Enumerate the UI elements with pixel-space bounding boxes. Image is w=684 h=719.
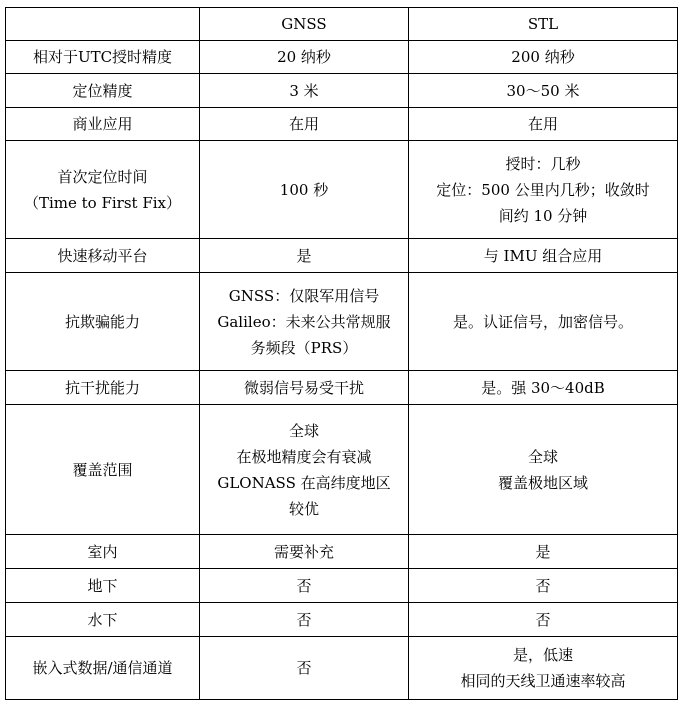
table-row bbox=[6, 141, 678, 239]
stl-value-cell-line: 否 bbox=[535, 576, 551, 595]
table-row bbox=[6, 371, 678, 405]
row-label-cell bbox=[6, 535, 200, 569]
stl-value-cell bbox=[409, 41, 678, 74]
gnss-value-cell bbox=[200, 603, 409, 637]
gnss-value-cell-line: 100 秒 bbox=[279, 180, 329, 199]
gnss-value-cell-line: 务频段（PRS） bbox=[250, 338, 358, 357]
header-cell-empty bbox=[6, 8, 200, 41]
stl-value-cell bbox=[409, 603, 678, 637]
table-row bbox=[6, 273, 678, 371]
table-row bbox=[6, 108, 678, 141]
gnss-value-cell-line: 否 bbox=[296, 576, 312, 595]
row-label-cell-line: 覆盖范围 bbox=[72, 460, 133, 479]
row-label-cell-line: （Time to First Fix） bbox=[23, 193, 182, 212]
row-label-cell bbox=[6, 41, 200, 74]
row-label-cell bbox=[6, 108, 200, 141]
stl-value-cell bbox=[409, 239, 678, 273]
gnss-value-cell bbox=[200, 74, 409, 108]
stl-value-cell bbox=[409, 637, 678, 700]
stl-value-cell bbox=[409, 141, 678, 239]
row-label-cell bbox=[6, 405, 200, 535]
table-row bbox=[6, 74, 678, 108]
gnss-value-cell bbox=[200, 637, 409, 700]
stl-value-cell-line: 与 IMU 组合应用 bbox=[483, 246, 603, 265]
gnss-value-cell-line: 20 纳秒 bbox=[277, 48, 331, 66]
row-label-cell bbox=[6, 74, 200, 108]
stl-value-cell-line: 是，低速 bbox=[512, 646, 573, 664]
gnss-value-cell-line: 全球 bbox=[288, 421, 319, 440]
gnss-value-cell bbox=[200, 108, 409, 141]
stl-value-cell bbox=[409, 405, 678, 535]
row-label-cell bbox=[6, 637, 200, 700]
stl-value-cell-line: 是。认证信号，加密信号。 bbox=[452, 312, 633, 331]
row-label-cell-line: 抗欺骗能力 bbox=[64, 312, 140, 331]
stl-value-cell bbox=[409, 569, 678, 603]
table-row bbox=[6, 535, 678, 569]
stl-value-cell-line: 覆盖极地区域 bbox=[497, 473, 588, 492]
stl-value-cell bbox=[409, 108, 678, 141]
table-row bbox=[6, 603, 678, 637]
row-label-cell-line: 商业应用 bbox=[72, 115, 133, 133]
stl-value-cell-line: 定位：500 公里内几秒；收敛时 bbox=[436, 180, 650, 199]
row-label-cell bbox=[6, 239, 200, 273]
gnss-value-cell bbox=[200, 371, 409, 405]
gnss-value-cell-line: 否 bbox=[296, 610, 312, 629]
table-row bbox=[6, 239, 678, 273]
row-label-cell bbox=[6, 603, 200, 637]
gnss-value-cell bbox=[200, 569, 409, 603]
stl-value-cell-line: 全球 bbox=[527, 447, 558, 466]
gnss-value-cell-line: 需要补充 bbox=[273, 542, 334, 561]
stl-value-cell-line: 30～50 米 bbox=[506, 81, 580, 100]
gnss-value-cell bbox=[200, 535, 409, 569]
gnss-value-cell bbox=[200, 41, 409, 74]
stl-value-cell-line: 否 bbox=[535, 610, 551, 629]
row-label-cell-line: 首次定位时间 bbox=[57, 167, 148, 186]
row-label-cell-line: 抗干扰能力 bbox=[64, 378, 140, 397]
gnss-value-cell-line: 微弱信号易受干扰 bbox=[243, 378, 364, 397]
gnss-value-cell-line: Galileo：未来公共常规服 bbox=[217, 312, 391, 331]
stl-value-cell-line: 间约 10 分钟 bbox=[498, 206, 588, 225]
gnss-value-cell-line: 较优 bbox=[288, 499, 319, 518]
row-label-cell-line: 快速移动平台 bbox=[57, 246, 148, 265]
row-label-cell-line: 室内 bbox=[87, 542, 118, 561]
table-row bbox=[6, 41, 678, 74]
gnss-value-cell bbox=[200, 405, 409, 535]
row-label-cell-line: 定位精度 bbox=[72, 81, 133, 100]
stl-value-cell-line: 是 bbox=[535, 542, 551, 561]
row-label-cell-line: 嵌入式数据/通信通道 bbox=[32, 659, 173, 677]
row-label-cell bbox=[6, 141, 200, 239]
row-label-cell-line: 相对于UTC授时精度 bbox=[32, 48, 173, 66]
gnss-value-cell-line: GNSS：仅限军用信号 bbox=[228, 286, 380, 305]
row-label-cell bbox=[6, 371, 200, 405]
row-label-cell bbox=[6, 569, 200, 603]
comparison-table-container bbox=[5, 7, 678, 700]
stl-value-cell bbox=[409, 74, 678, 108]
row-label-cell-line: 水下 bbox=[87, 610, 118, 629]
gnss-stl-comparison-table bbox=[5, 7, 678, 700]
stl-value-cell-line: 是。强 30～40dB bbox=[481, 378, 605, 397]
gnss-value-cell-line: 在极地精度会有衰减 bbox=[236, 447, 372, 466]
stl-value-cell-line: 200 纳秒 bbox=[511, 48, 575, 66]
stl-value-cell bbox=[409, 371, 678, 405]
stl-value-cell bbox=[409, 273, 678, 371]
stl-value-cell-line: 相同的天线卫通速率较高 bbox=[460, 672, 626, 690]
gnss-value-cell bbox=[200, 141, 409, 239]
table-row bbox=[6, 637, 678, 700]
gnss-value-cell-line: 是 bbox=[296, 246, 312, 265]
header-cell-stl: STL bbox=[409, 8, 678, 41]
row-label-cell bbox=[6, 273, 200, 371]
header-cell-gnss: GNSS bbox=[200, 8, 409, 41]
gnss-value-cell bbox=[200, 273, 409, 371]
stl-value-cell-line: 授时：几秒 bbox=[505, 154, 581, 173]
row-label-cell-line: 地下 bbox=[87, 576, 118, 595]
gnss-value-cell-line: 在用 bbox=[288, 115, 319, 133]
gnss-value-cell-line: 否 bbox=[296, 659, 312, 677]
table-row bbox=[6, 405, 678, 535]
stl-value-cell-line: 在用 bbox=[527, 115, 558, 133]
header-row bbox=[6, 8, 678, 41]
gnss-value-cell-line: GLONASS 在高纬度地区 bbox=[217, 473, 391, 492]
gnss-value-cell-line: 3 米 bbox=[289, 81, 319, 100]
gnss-value-cell bbox=[200, 239, 409, 273]
stl-value-cell bbox=[409, 535, 678, 569]
table-row bbox=[6, 569, 678, 603]
